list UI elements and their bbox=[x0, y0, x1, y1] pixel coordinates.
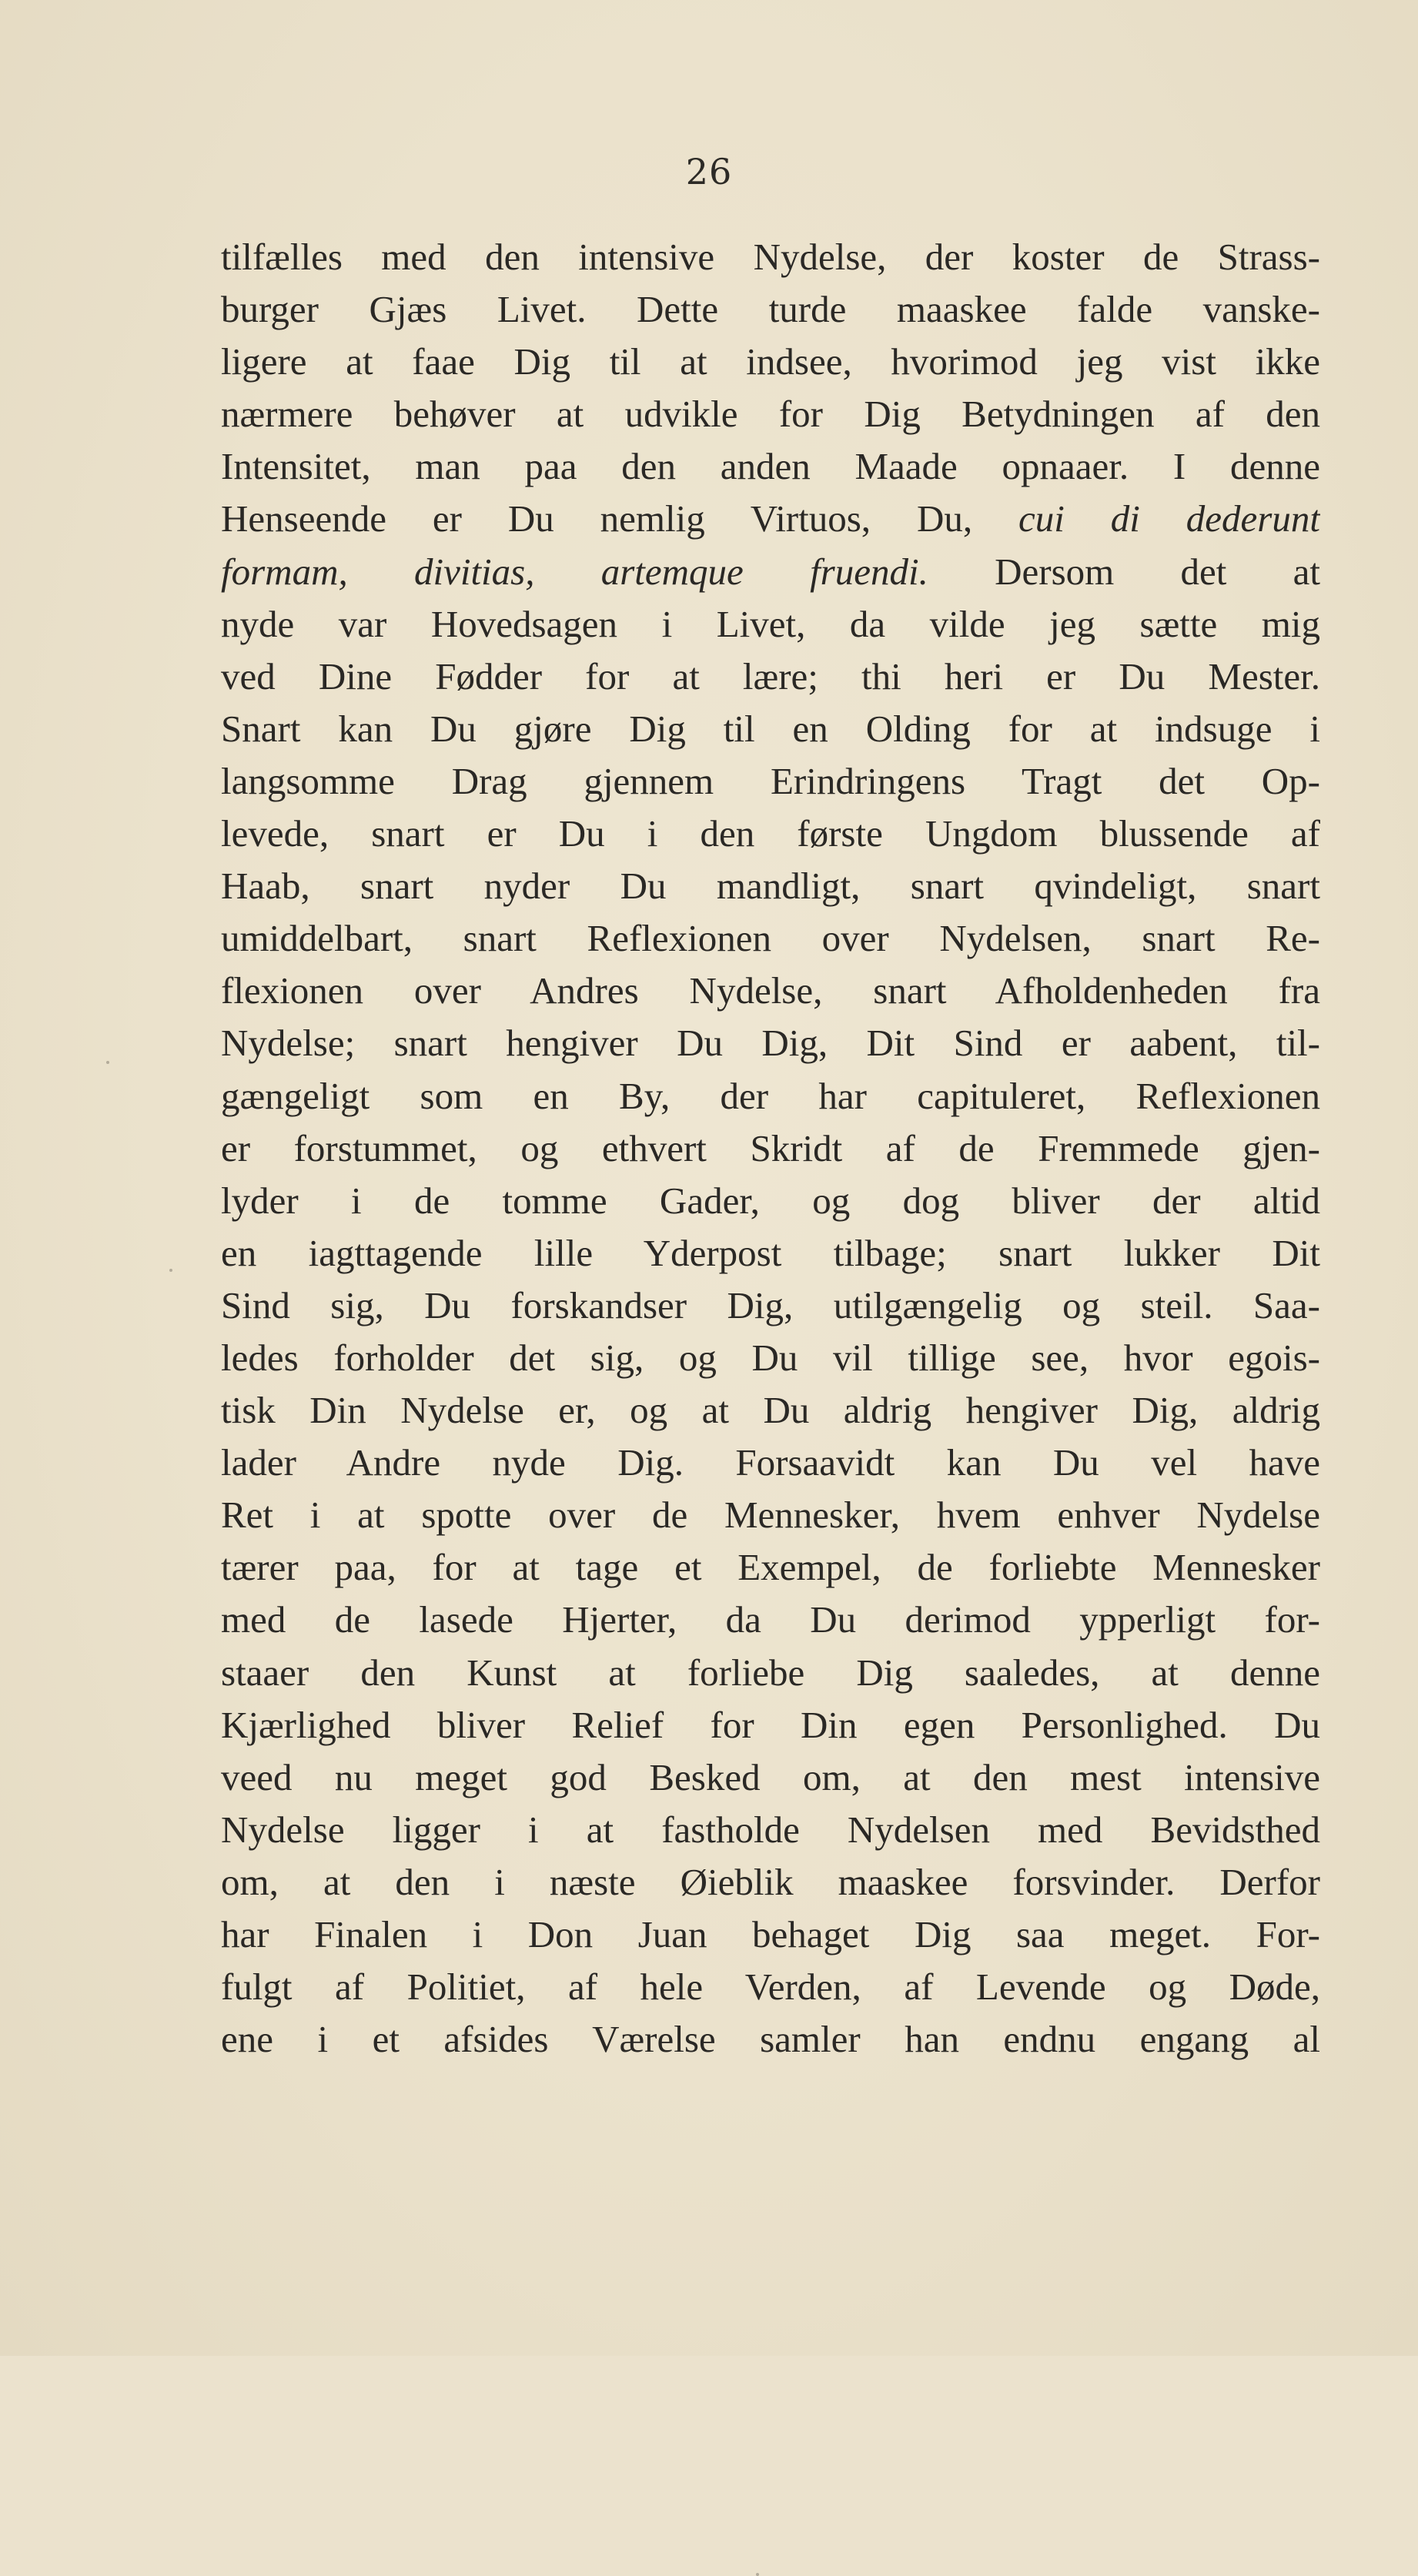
text-run: Haab, snart nyder Du mandligt, snart qvindeligt, snart bbox=[221, 865, 1320, 908]
text-line bbox=[221, 1804, 1320, 1856]
text-run: med de lasede Hjerter, da Du derimod ypperligt for- bbox=[221, 1598, 1320, 1641]
text-run: Dersom det at bbox=[928, 550, 1320, 593]
text-line bbox=[221, 231, 1320, 283]
text-run: flexionen over Andres Nydelse, snart Afholdenheden fra bbox=[221, 969, 1320, 1012]
text-run: gængeligt som en By, der har capituleret, Reflexionen bbox=[221, 1074, 1320, 1117]
text-line bbox=[221, 440, 1320, 493]
text-run: nyde var Hovedsagen i Livet, da vilde jeg sætte mig bbox=[221, 602, 1320, 645]
text-line bbox=[221, 1541, 1320, 1594]
text-run: Kjærlighed bliver Relief for Din egen Personlighed. Du bbox=[221, 1703, 1320, 1746]
paper-speck bbox=[169, 1269, 172, 1272]
text-run: Intensitet, man paa den anden Maade opnaaer. I denne bbox=[221, 445, 1320, 488]
text-line bbox=[221, 336, 1320, 388]
text-line bbox=[221, 1437, 1320, 1489]
text-run: ledes forholder det sig, og Du vil tillige see, hvor egois- bbox=[221, 1336, 1320, 1379]
text-line bbox=[221, 1175, 1320, 1227]
text-run: tilfælles med den intensive Nydelse, der koster de Strass- bbox=[221, 236, 1320, 278]
text-line bbox=[221, 1070, 1320, 1122]
paper-speck bbox=[756, 2573, 759, 2576]
text-run: en iagttagende lille Yderpost tilbage; snart lukker Dit bbox=[221, 1231, 1320, 1274]
text-line bbox=[221, 1332, 1320, 1384]
text-line bbox=[221, 912, 1320, 965]
text-run: burger Gjæs Livet. Dette turde maaskee falde vanske- bbox=[221, 288, 1320, 331]
text-line bbox=[221, 1594, 1320, 1646]
text-run: nærmere behøver at udvikle for Dig Betydningen af den bbox=[221, 393, 1320, 436]
text-run: lyder i de tomme Gader, og dog bliver der altid bbox=[221, 1179, 1320, 1222]
text-run: Nydelse; snart hengiver Du Dig, Dit Sind er aabent, til- bbox=[221, 1022, 1320, 1065]
text-run: ligere at faae Dig til at indsee, hvorimod jeg vist ikke bbox=[221, 340, 1320, 383]
text-run: ved Dine Fødder for at lære; thi heri er Du Mester. bbox=[221, 654, 1320, 698]
text-line bbox=[221, 1384, 1320, 1437]
text-run: lader Andre nyde Dig. Forsaavidt kan Du vel have bbox=[221, 1441, 1320, 1484]
text-line bbox=[221, 808, 1320, 860]
text-run: Snart kan Du gjøre Dig til en Olding for at indsuge i bbox=[221, 707, 1320, 750]
body-text bbox=[221, 231, 1320, 2066]
text-run: har Finalen i Don Juan behaget Dig saa meget. For- bbox=[221, 1913, 1320, 1955]
text-line bbox=[221, 1961, 1320, 2013]
italic-text: cui di dederunt bbox=[1018, 497, 1320, 540]
text-line bbox=[221, 703, 1320, 755]
text-line bbox=[221, 651, 1320, 703]
text-run: tisk Din Nydelse er, og at Du aldrig hengiver Dig, aldrig bbox=[221, 1389, 1320, 1432]
text-run: om, at den i næste Øieblik maaskee forsvinder. Derfor bbox=[221, 1860, 1320, 1903]
text-line bbox=[221, 1856, 1320, 1909]
text-run: levede, snart er Du i den første Ungdom blussende af bbox=[221, 812, 1320, 855]
text-line bbox=[221, 283, 1320, 336]
text-line bbox=[221, 1909, 1320, 1961]
text-line bbox=[221, 1017, 1320, 1069]
text-run: tærer paa, for at tage et Exempel, de forliebte Mennesker bbox=[221, 1546, 1320, 1589]
text-run: umiddelbart, snart Reflexionen over Nydelsen, snart Re- bbox=[221, 917, 1320, 960]
text-run: fulgt af Politiet, af hele Verden, af Levende og Døde, bbox=[221, 1965, 1320, 2009]
italic-text: formam, divitias, artemque fruendi. bbox=[221, 550, 928, 593]
text-line bbox=[221, 1699, 1320, 1751]
text-line bbox=[221, 1122, 1320, 1175]
text-line bbox=[221, 860, 1320, 912]
text-run: langsomme Drag gjennem Erindringens Tragt det Op- bbox=[221, 759, 1320, 802]
page-number: 26 bbox=[685, 151, 733, 192]
text-run: ene i et afsides Værelse samler han endnu engang al bbox=[221, 2018, 1320, 2061]
text-line bbox=[221, 388, 1320, 440]
text-line bbox=[221, 965, 1320, 1017]
text-line bbox=[221, 546, 1320, 598]
text-run: Nydelse ligger i at fastholde Nydelsen med Bevidsthed bbox=[221, 1808, 1320, 1851]
text-run: Ret i at spotte over de Mennesker, hvem enhver Nydelse bbox=[221, 1494, 1320, 1537]
text-run: er forstummet, og ethvert Skridt af de Fremmede gjen- bbox=[221, 1126, 1320, 1169]
text-line bbox=[221, 1647, 1320, 1699]
text-line bbox=[221, 2013, 1320, 2066]
text-line bbox=[221, 493, 1320, 545]
text-run: Sind sig, Du forskandser Dig, utilgængelig og steil. Saa- bbox=[221, 1283, 1320, 1326]
text-line bbox=[221, 1280, 1320, 1332]
text-line bbox=[221, 598, 1320, 651]
text-run: veed nu meget god Besked om, at den mest intensive bbox=[221, 1755, 1320, 1798]
text-run: staaer den Kunst at forliebe Dig saaledes, at denne bbox=[221, 1651, 1320, 1694]
text-line bbox=[221, 755, 1320, 808]
text-line bbox=[221, 1751, 1320, 1804]
text-run: Henseende er Du nemlig Virtuos, Du, bbox=[221, 497, 1019, 540]
paper-speck bbox=[106, 1061, 109, 1064]
text-line bbox=[221, 1489, 1320, 1541]
text-line bbox=[221, 1227, 1320, 1280]
